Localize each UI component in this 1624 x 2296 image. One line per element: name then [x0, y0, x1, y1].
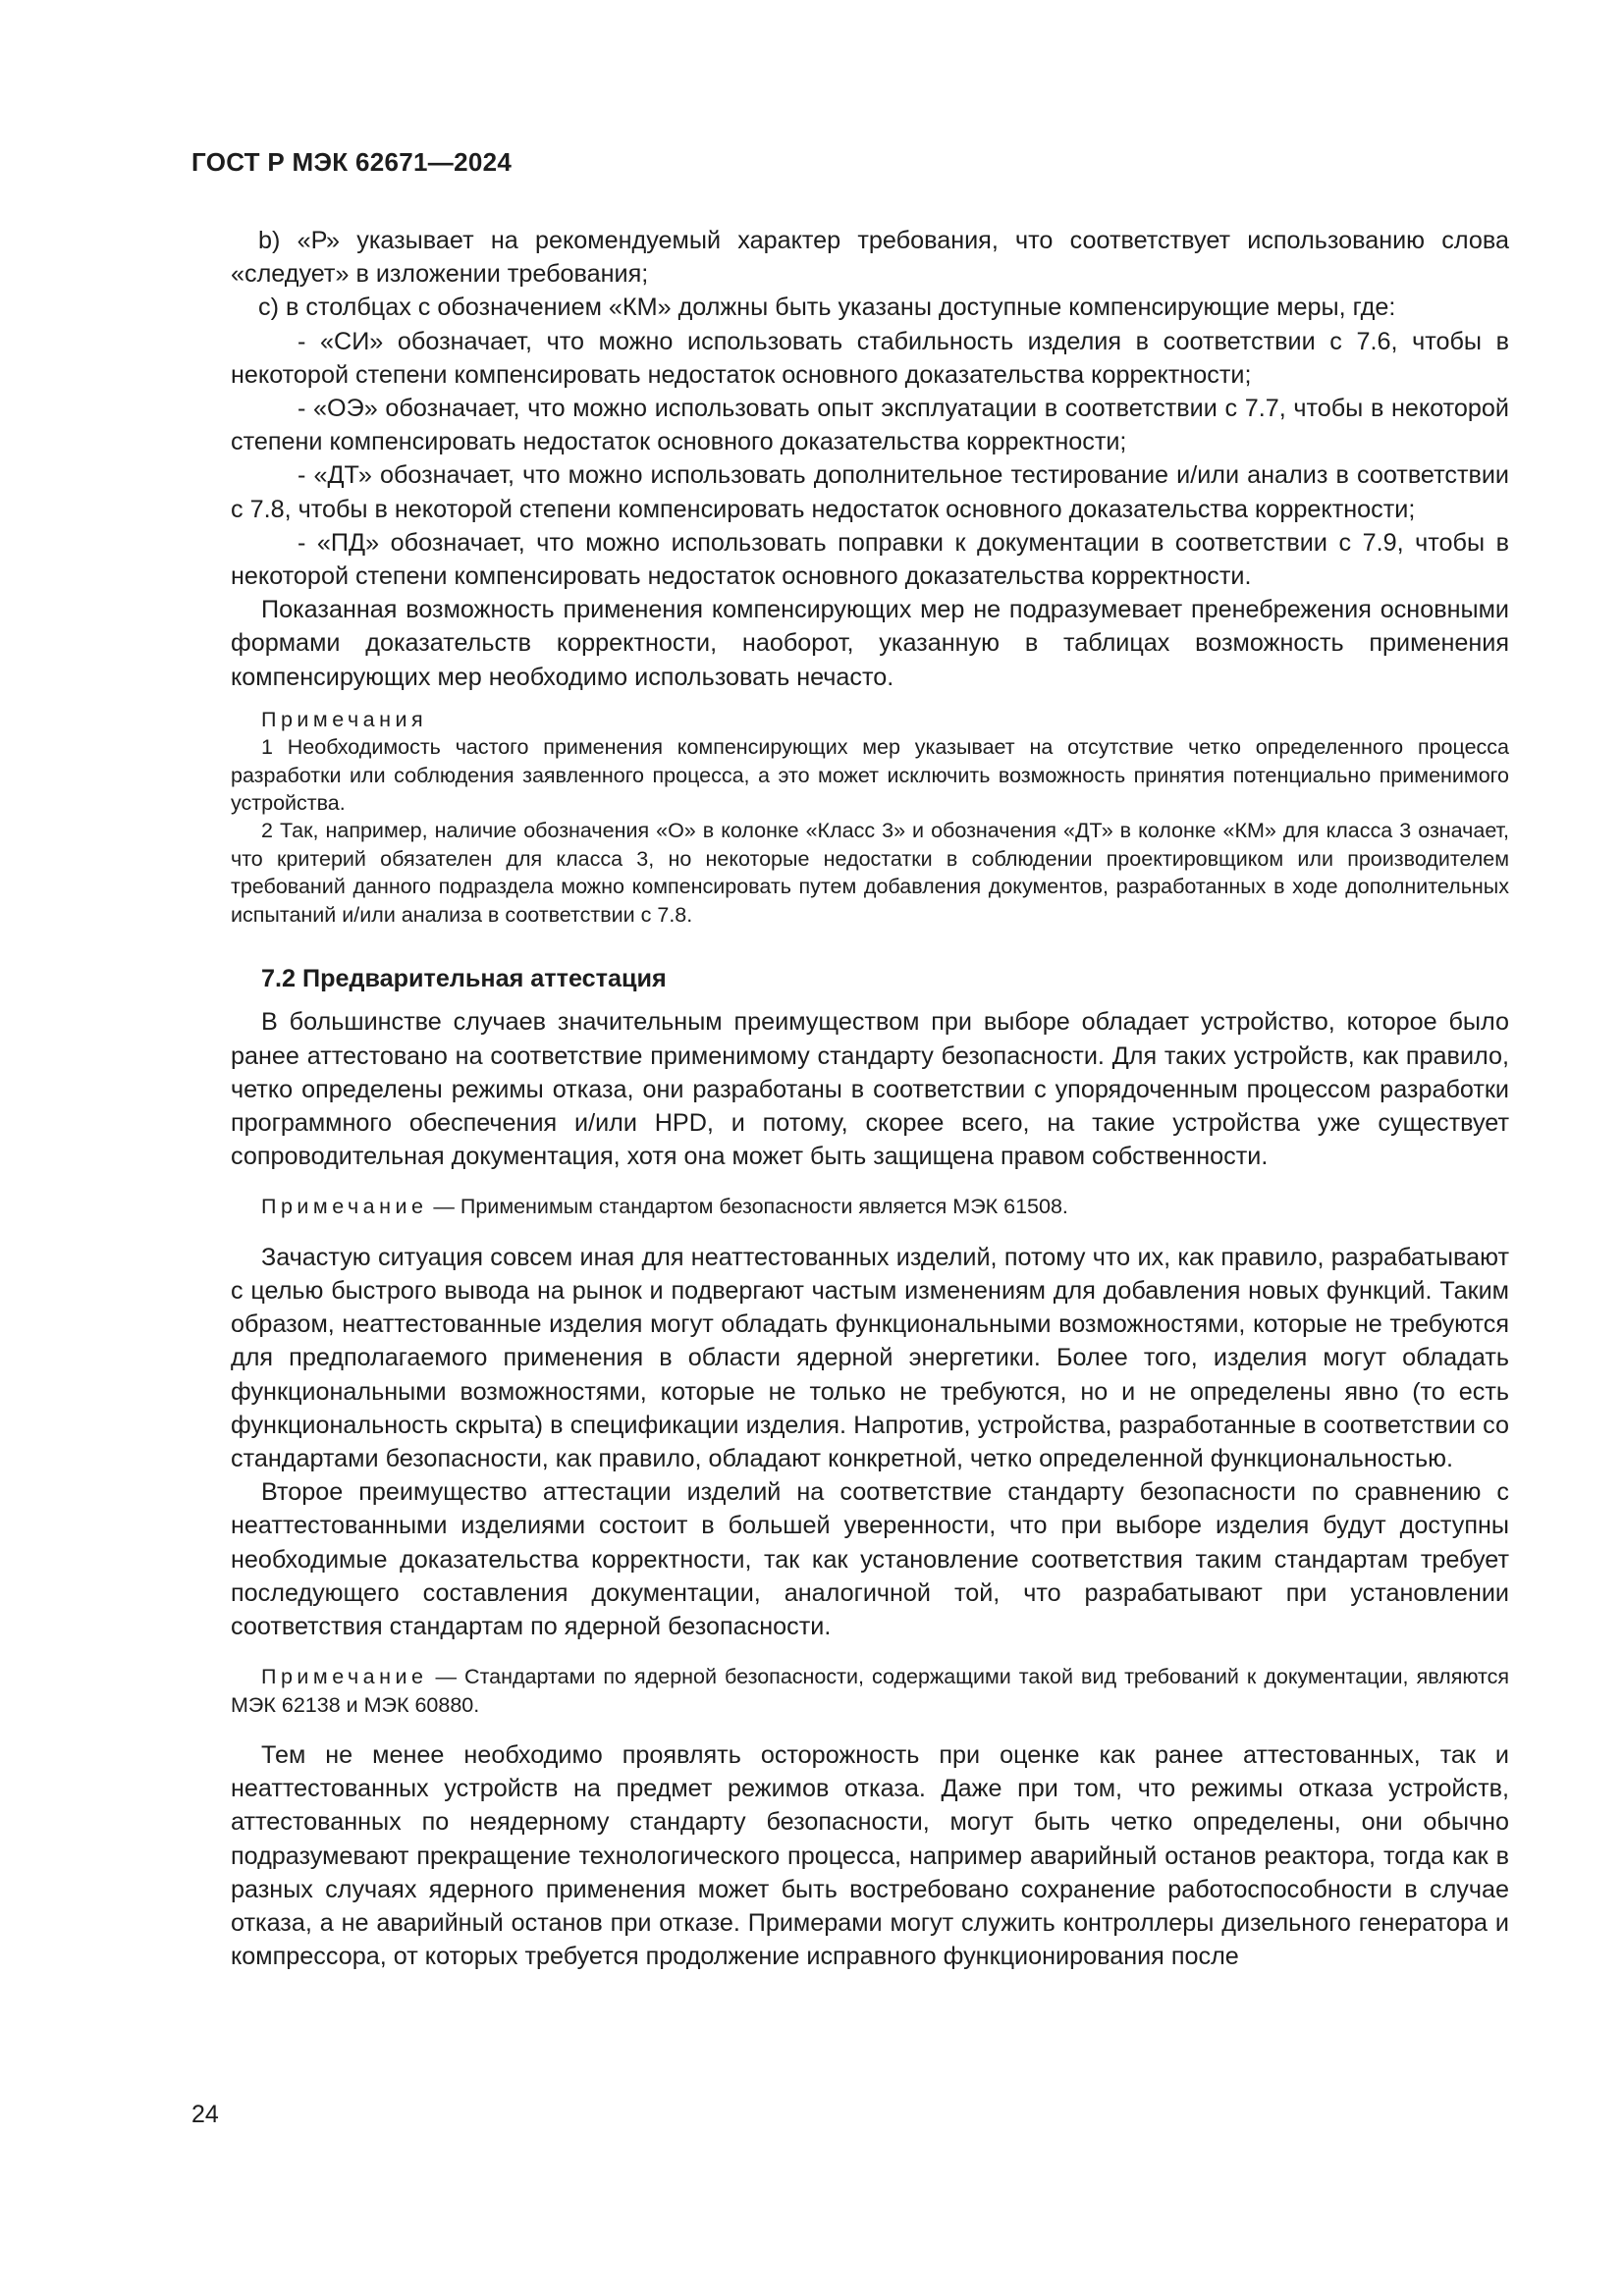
document-body	[231, 224, 1509, 1973]
section-paragraph-2: Зачастую ситуация совсем иная для неаттестованных изделий, потому что их, как правило, разрабатывают с целью быстрого вывода на рынок и подвергают частым изменениям для добавления новых функций. Таким образом, неаттестованные изделия могут обладать функциональными возможностями, которые не требуются для предполагаемого применения в области ядерной энергетики. Более того, изделия могут обладать функциональными возможностями, которые не только не требуются, но и не определены явно (то есть функциональность скрыта) в спецификации изделия. Напротив, устройства, разработанные в соответствии со стандартами безопасности, как правило, обладают конкретной, четко определенной функциональностью.	[231, 1243, 1509, 1472]
section-title: 7.2 Предварительная аттестация	[261, 965, 667, 993]
list-item-b: b) «Р» указывает на рекомендуемый характер требования, что соответствует использованию слова «следует» в изложении требования;	[231, 227, 1509, 289]
section-paragraph-4: Тем не менее необходимо проявлять осторожность при оценке как ранее аттестованных, так и неаттестованных устройств на предмет режимов отказа. Даже при том, что режимы отказа устройств, аттестованных по неядерному стандарту безопасности, могут быть четко определены, они обычно подразумевают прекращение технологического процесса, например аварийный останов реактора, тогда как в разных случаях ядерного применения может быть востребовано сохранение работоспособности в случае отказа, а не аварийный останов при отказе. Примерами могут служить контроллеры дизельного генератора и компрессора, от которых требуется продолжение исправного функционирования после	[231, 1740, 1509, 1971]
paragraph-compensating-measures: Показанная возможность применения компенсирующих мер не подразумевает пренебрежения основными формами доказательств корректности, наоборот, указанную в таблицах возможность применения компенсирующих мер необходимо использовать нечасто.	[231, 596, 1509, 691]
notes-block	[231, 706, 1509, 929]
document-header: ГОСТ Р МЭК 62671—2024	[191, 147, 513, 177]
note-2: 2 Так, например, наличие обозначения «О» в колонке «Класс 3» и обозначения «ДТ» в колонке «КМ» для класса 3 означает, что критерий обязателен для класса 3, но некоторые недостатки в соблюдении проектировщиком или производителем требований данного подраздела можно компенсировать путем добавления документов, разработанных в ходе дополнительных испытаний и/или анализа в соответствии с 7.8.	[231, 819, 1509, 927]
section-paragraph-1: В большинстве случаев значительным преимуществом при выборе обладает устройство, которое было ранее аттестовано на соответствие применимому стандарту безопасности. Для таких устройств, как правило, четко определены режимы отказа, они разработаны в соответствии с упорядоченным процессом разработки программного обеспечения и/или HPD, и потому, скорее всего, на такие устройства уже существует сопроводительная документация, хотя она может быть защищена правом собственности.	[231, 1008, 1509, 1171]
note-text: — Стандартами по ядерной безопасности, содержащими такой вид требований к документации, являются МЭК 62138 и МЭК 60880.	[231, 1665, 1509, 1717]
note-label: Примечание	[261, 1195, 428, 1219]
notes-title: Примечания	[261, 707, 428, 731]
list-item-c: c) в столбцах с обозначением «КМ» должны быть указаны доступные компенсирующие меры, где:	[258, 294, 1396, 322]
section-note-1	[231, 1193, 1509, 1220]
list-subitem-si: - «СИ» обозначает, что можно использовать стабильность изделия в соответствии с 7.6, чтобы в некоторой степени компенсировать недостаток основного доказательства корректности;	[231, 327, 1509, 389]
section-paragraph-3: Второе преимущество аттестации изделий на соответствие стандарту безопасности по сравнению с неаттестованными изделиями состоит в большей уверенности, что при выборе изделия будут доступны необходимые доказательства корректности, так как установление соответствия таким стандартам требует последующего составления документации, аналогичной той, что разрабатывают при установлении соответствия стандартам по ядерной безопасности.	[231, 1478, 1509, 1640]
note-text: — Применимым стандартом безопасности является МЭК 61508.	[427, 1195, 1068, 1219]
section-note-2	[231, 1663, 1509, 1719]
list-subitem-dt: - «ДТ» обозначает, что можно использовать дополнительное тестирование и/или анализ в соответствии с 7.8, чтобы в некоторой степени компенсировать недостаток основного доказательства корректности;	[231, 461, 1509, 523]
list-subitem-pd: - «ПД» обозначает, что можно использовать поправки к документации в соответствии с 7.9, чтобы в некоторой степени компенсировать недостаток основного доказательства корректности.	[231, 528, 1509, 591]
note-1: 1 Необходимость частого применения компенсирующих мер указывает на отсутствие четко определенного процесса разработки или соблюдения заявленного процесса, а это может исключить возможность принятия потенциально применимого устройства.	[231, 735, 1509, 816]
note-label: Примечание	[261, 1665, 428, 1689]
list-subitem-oe: - «ОЭ» обозначает, что можно использовать опыт эксплуатации в соответствии с 7.7, чтобы в некоторой степени компенсировать недостаток основного доказательства корректности;	[231, 395, 1509, 456]
page-number: 24	[191, 2101, 219, 2128]
